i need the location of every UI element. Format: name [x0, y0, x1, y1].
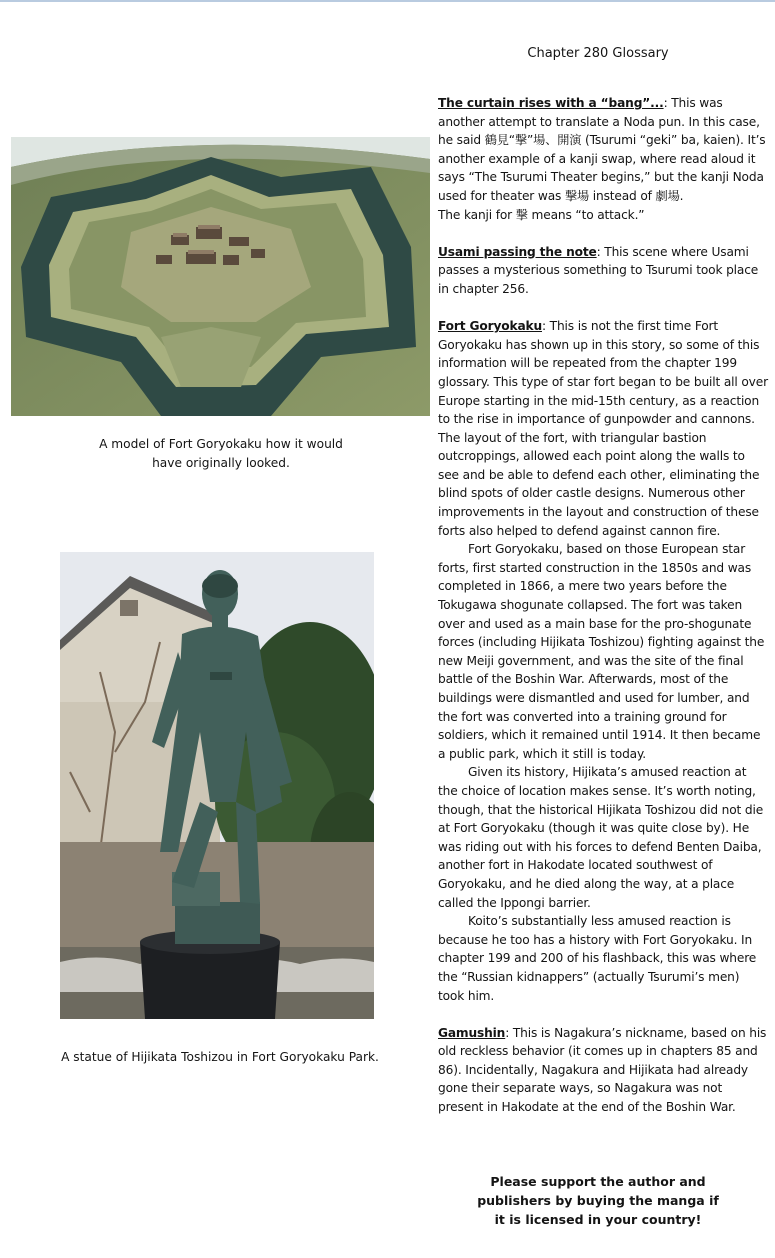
fort-goryokaku-model-photo	[11, 137, 430, 416]
fort-photo-caption	[40, 435, 402, 473]
glossary-entry-curtain-note: The kanji for 撃 means “to attack.”	[438, 207, 645, 222]
fort-caption-line-1: A model of Fort Goryokaku how it would	[99, 437, 343, 451]
glossary-definition: : This was another attempt to translate a Noda pun. In this case, he said 鶴見“撃”場、開演 (Tsurumi “geki” ba, kaien). It’s another example of a kanji swap, where read aloud it says “The Tsurumi Theater begins,” but the kanji Noda used for theater was 撃場 instead of 劇場.	[438, 96, 766, 203]
support-line-1: Please support the author and	[490, 1174, 706, 1189]
glossary-term: Gamushin	[438, 1025, 506, 1040]
support-author-note	[470, 1172, 726, 1229]
glossary-entry-usami	[438, 243, 768, 299]
glossary-entry-gamushin	[438, 1024, 768, 1117]
glossary-term: Fort Goryokaku	[438, 319, 542, 334]
glossary-term: Usami passing the note	[438, 244, 597, 259]
glossary-entry-goryokaku	[438, 317, 768, 540]
glossary-definition: : This scene where Usami passes a mysterious something to Tsurumi took place in chapter 256.	[438, 244, 759, 296]
top-rule	[0, 0, 775, 2]
glossary-definition: : This is Nagakura’s nickname, based on his old reckless behavior (it comes up in chapters 85 and 86). Incidentally, Nagakura and Hijikata had already gone their separate ways, so Nagakura was not present in Hakodate at the end of the Boshin War.	[438, 1025, 767, 1115]
glossary-term: The curtain rises with a “bang”...	[438, 96, 664, 110]
goryokaku-paragraph-2: Fort Goryokaku, based on those European star forts, first started construction in the 1850s and was completed in 1866, a mere two years before the Tokugawa shogunate collapsed. The fort was taken over and used as a main base for the pro-shogunate forces (including Hijikata Toshizou) fighting against the new Meiji government, and was the site of the final battle of the Boshin War. Afterwards, most of the buildings were dismantled and used for lumber, and the fort was converted into a training ground for soldiers, which it remained until 1914. It then became a public park, which it still is today.	[438, 542, 765, 761]
goryokaku-paragraph-3: Given its history, Hijikata’s amused reaction at the choice of location makes sense. It’s worth noting, though, that the historical Hijikata Toshizou did not die at Fort Goryokaku (though it was quite close by). He was riding out with his forces to defend Benten Daiba, another fort in Hakodate located southwest of Goryokaku, and he died along the way, at a place called the Ippongi barrier.	[438, 765, 764, 910]
fort-caption-line-2: have originally looked.	[152, 456, 290, 470]
hijikata-statue-photo	[60, 552, 374, 1019]
glossary-definition: : This is not the first time Fort Goryokaku has shown up in this story, so some of this information will be repeated from the chapter 199 glossary. This type of star fort began to be built all over Europe starting in the mid-15th century, as a reaction to the rise in importance of gunpowder and cannons. The layout of the fort, with triangular bastion outcroppings, allowed each point along the walls to see and be able to defend each other, eliminating the blind spots of older castle designs. Numerous other improvements in the layout and construction of these forts also helped to defend against cannon fire.	[438, 319, 768, 538]
glossary-text	[438, 94, 768, 1117]
page-title: Chapter 280 Glossary	[527, 46, 669, 61]
support-line-3: it is licensed in your country!	[494, 1212, 702, 1227]
statue-photo-caption: A statue of Hijikata Toshizou in Fort Goryokaku Park.	[61, 1050, 379, 1064]
goryokaku-paragraph-4: Koito’s substantially less amused reaction is because he too has a history with Fort Goryokaku. In chapter 199 and 200 of his flashback, this was where the “Russian kidnappers” (actually Tsurumi’s men) took him.	[438, 914, 757, 1003]
glossary-entry-curtain	[438, 94, 768, 206]
support-line-2: publishers by buying the manga if	[477, 1193, 719, 1208]
